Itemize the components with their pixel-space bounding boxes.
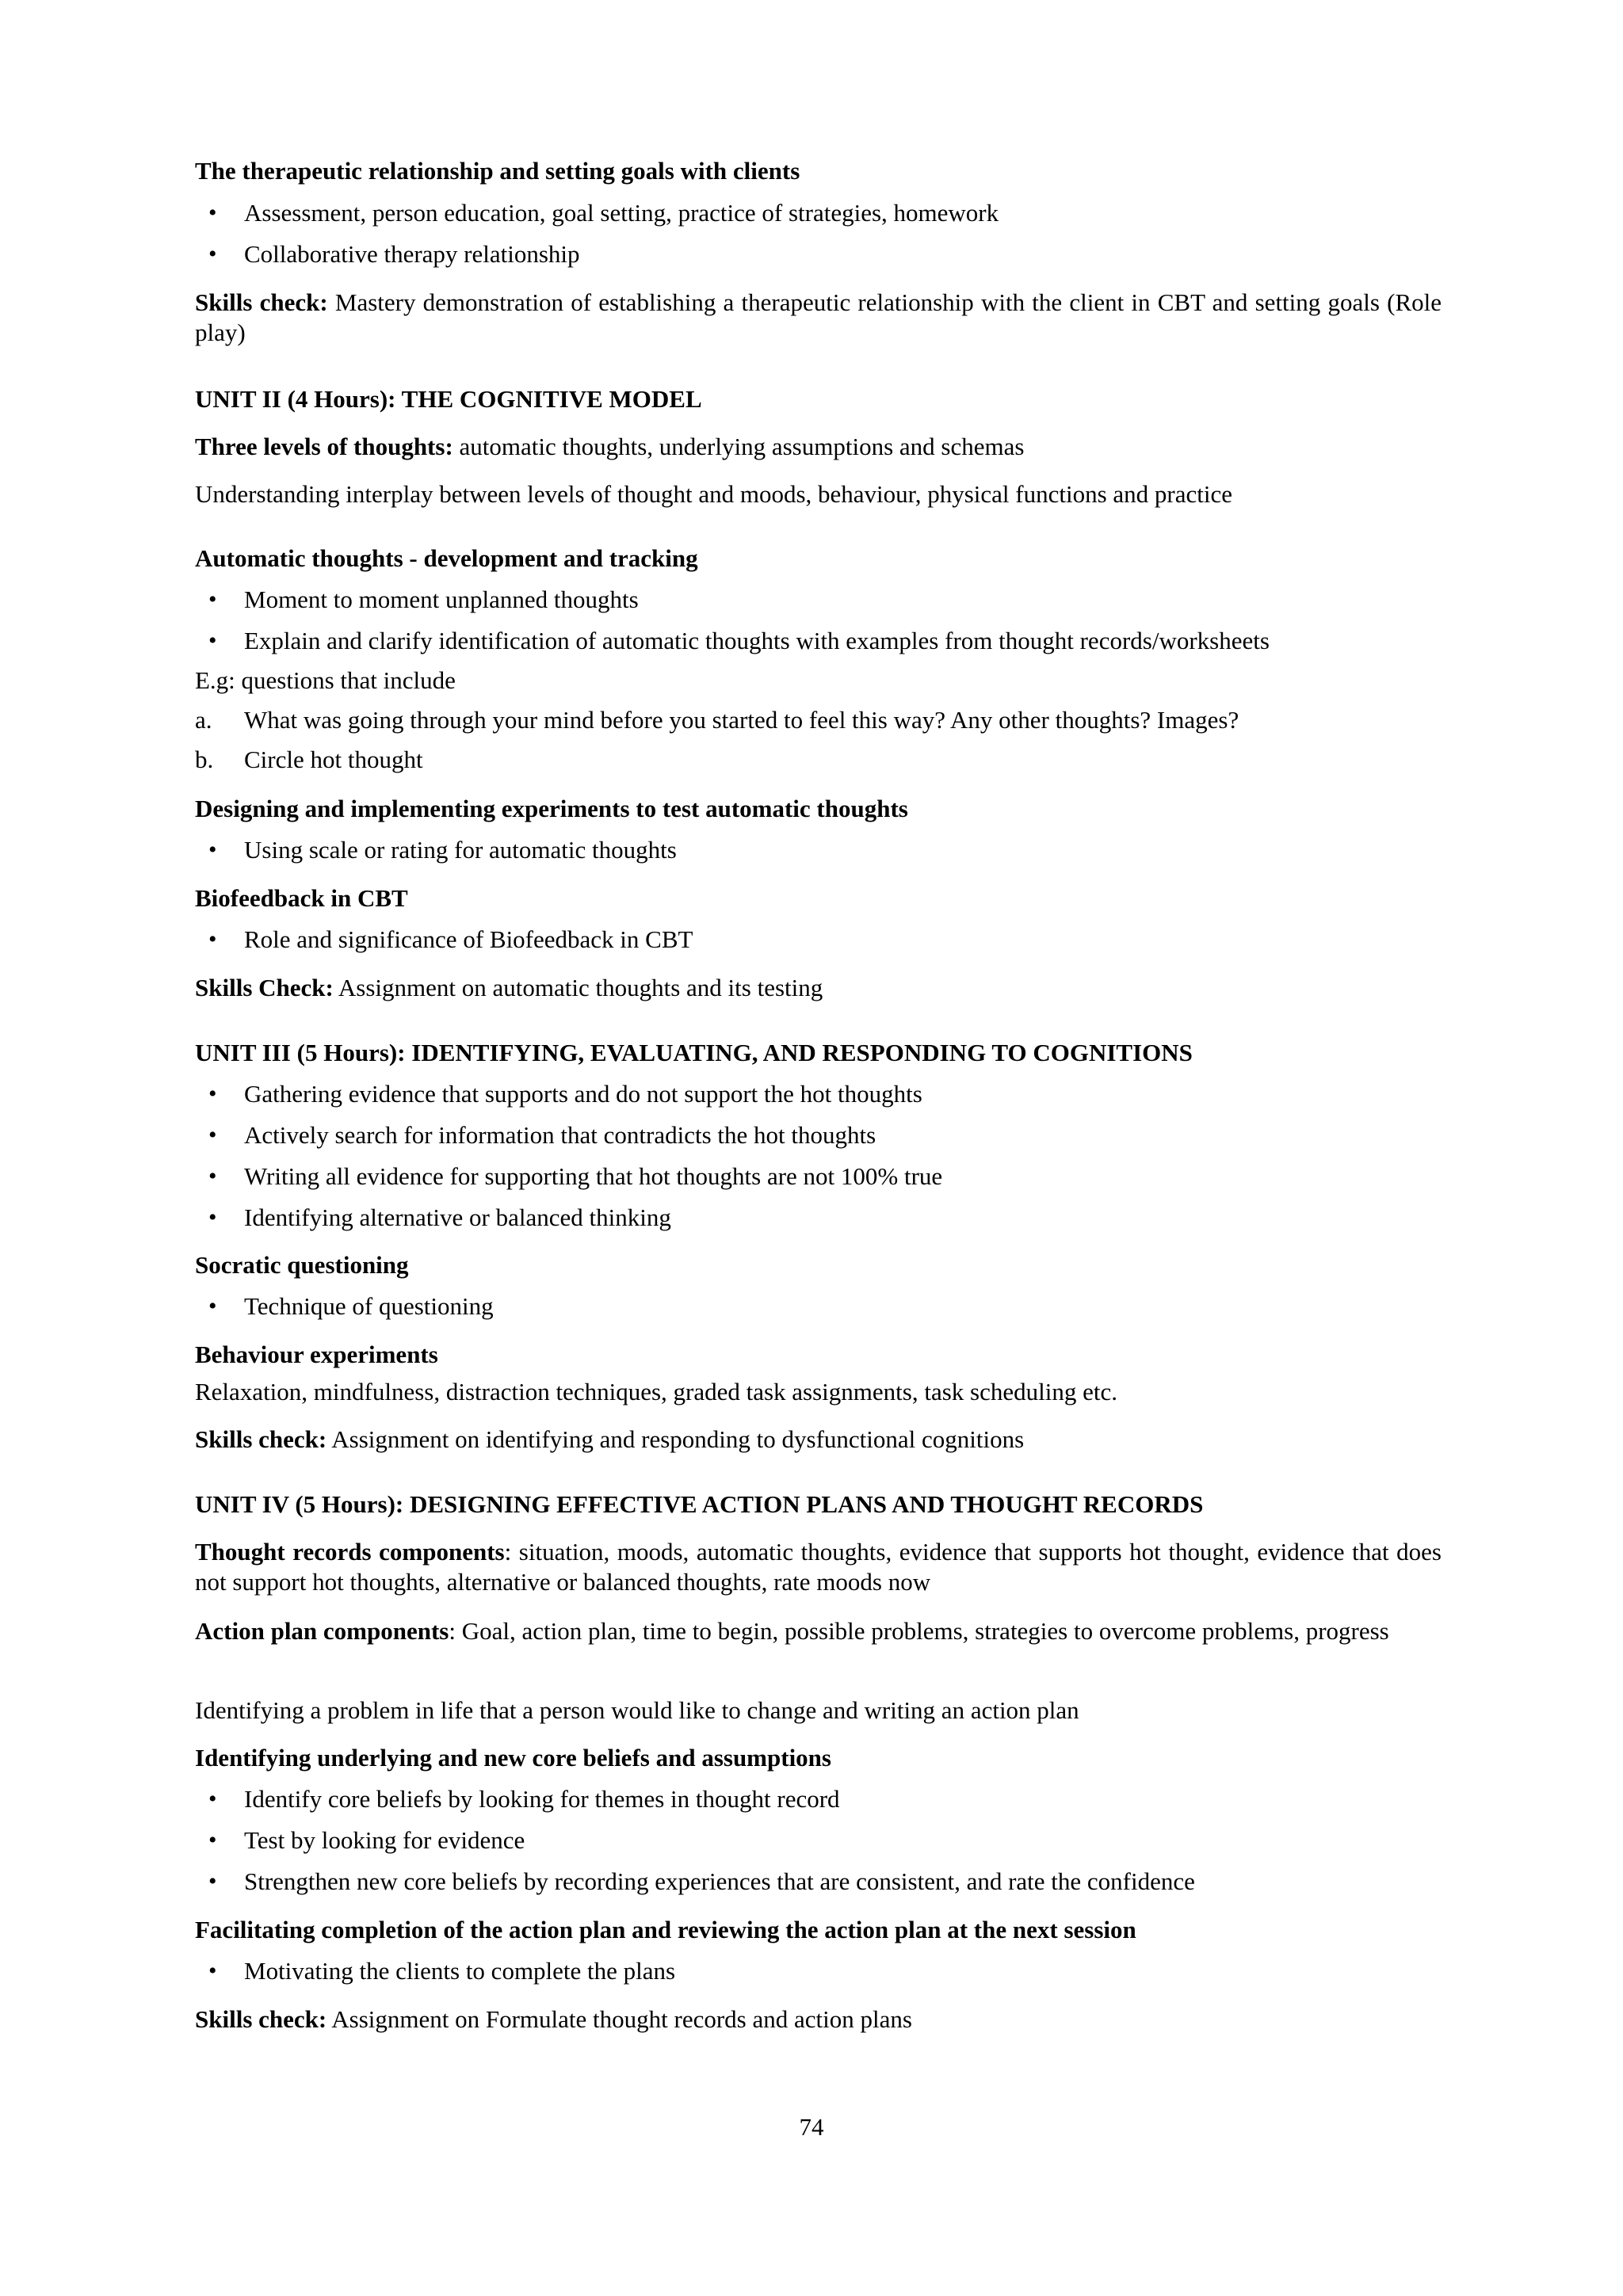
paragraph: Understanding interplay between levels of thought and moods, behaviour, physical functions and practice (195, 480, 1233, 508)
paragraph: E.g: questions that include (195, 666, 456, 694)
bullet-icon: • (208, 837, 217, 863)
list-item: Identifying alternative or balanced thinking (244, 1203, 671, 1231)
list-item: Assessment, person education, goal setting, practice of strategies, homework (244, 199, 999, 227)
bullet-icon: • (208, 200, 217, 226)
unit-title: UNIT III (5 Hours): IDENTIFYING, EVALUATING, AND RESPONDING TO COGNITIONS (195, 1039, 1193, 1066)
list-marker: a. (195, 706, 212, 734)
bullet-icon: • (208, 926, 217, 952)
bullet-icon: • (208, 1081, 217, 1107)
skills-check-text: Assignment on identifying and responding to dysfunctional cognitions (327, 1425, 1025, 1453)
paragraph: Relaxation, mindfulness, distraction techniques, graded task assignments, task scheduling etc. (195, 1378, 1117, 1405)
skills-check-label: Skills check: (195, 2005, 327, 2033)
paragraph (195, 1616, 1442, 1646)
bullet-icon: • (208, 1958, 217, 1984)
list-item: Motivating the clients to complete the plans (244, 1957, 676, 1985)
skills-check-paragraph (195, 973, 823, 1003)
list-item: Actively search for information that contradicts the hot thoughts (244, 1121, 876, 1149)
list-item: Moment to moment unplanned thoughts (244, 585, 639, 613)
list-item: Role and significance of Biofeedback in CBT (244, 925, 693, 953)
list-item: Test by looking for evidence (244, 1826, 525, 1854)
skills-check-text: Mastery demonstration of establishing a therapeutic relationship with the client in CBT and setting goals (Role play) (195, 288, 1442, 346)
bullet-icon: • (208, 1293, 217, 1319)
bullet-icon: • (208, 1204, 217, 1230)
list-item: Technique of questioning (244, 1292, 494, 1320)
inline-text: : situation, moods, automatic thoughts, evidence that supports hot thought, evidence that does not support hot thoughts, alternative or balanced thoughts, rate moods now (195, 1538, 1442, 1596)
bullet-icon: • (208, 1163, 217, 1189)
skills-check-label: Skills check: (195, 288, 328, 316)
unit-title: UNIT II (4 Hours): THE COGNITIVE MODEL (195, 385, 702, 413)
list-item: What was going through your mind before you started to feel this way? Any other thoughts? Images? (244, 706, 1239, 734)
section-heading: Behaviour experiments (195, 1341, 438, 1368)
inline-label: Three levels of thoughts: (195, 433, 453, 460)
section-heading: Biofeedback in CBT (195, 884, 408, 912)
skills-check-text: Assignment on automatic thoughts and its testing (333, 974, 823, 1001)
list-item: Collaborative therapy relationship (244, 240, 580, 268)
skills-check-paragraph (195, 1425, 1024, 1455)
inline-text: automatic thoughts, underlying assumptions and schemas (453, 433, 1025, 460)
bullet-icon: • (208, 1827, 217, 1853)
list-item: Identify core beliefs by looking for themes in thought record (244, 1785, 840, 1813)
bullet-icon: • (208, 586, 217, 612)
paragraph (195, 432, 1024, 462)
section-heading: Designing and implementing experiments to test automatic thoughts (195, 795, 908, 822)
list-item: Gathering evidence that supports and do not support the hot thoughts (244, 1080, 922, 1108)
page-number: 74 (799, 2113, 824, 2141)
list-item: Explain and clarify identification of automatic thoughts with examples from thought records/worksheets (244, 627, 1270, 654)
skills-check-text: Assignment on Formulate thought records and action plans (327, 2005, 912, 2033)
skills-check-label: Skills check: (195, 1425, 327, 1453)
bullet-icon: • (208, 241, 217, 267)
paragraph (195, 1537, 1442, 1597)
section-heading: Socratic questioning (195, 1251, 409, 1279)
bullet-icon: • (208, 1786, 217, 1812)
bullet-icon: • (208, 627, 217, 654)
section-heading: Identifying underlying and new core beliefs and assumptions (195, 1744, 831, 1772)
inline-text: : Goal, action plan, time to begin, possible problems, strategies to overcome problems, progress (449, 1617, 1389, 1645)
section-heading: The therapeutic relationship and setting goals with clients (195, 157, 800, 185)
bullet-icon: • (208, 1122, 217, 1148)
bullet-icon: • (208, 1868, 217, 1894)
list-item: Writing all evidence for supporting that hot thoughts are not 100% true (244, 1162, 943, 1190)
list-item: Circle hot thought (244, 746, 423, 773)
section-heading: Facilitating completion of the action plan and reviewing the action plan at the next session (195, 1916, 1136, 1943)
skills-check-paragraph (195, 2004, 912, 2035)
list-marker: b. (195, 746, 214, 773)
unit-title: UNIT IV (5 Hours): DESIGNING EFFECTIVE ACTION PLANS AND THOUGHT RECORDS (195, 1490, 1204, 1518)
inline-label: Thought records components (195, 1538, 505, 1566)
skills-check-paragraph (195, 288, 1442, 348)
inline-label: Action plan components (195, 1617, 449, 1645)
skills-check-label: Skills Check: (195, 974, 334, 1001)
paragraph: Identifying a problem in life that a person would like to change and writing an action plan (195, 1696, 1079, 1724)
section-heading: Automatic thoughts - development and tracking (195, 544, 698, 572)
list-item: Strengthen new core beliefs by recording experiences that are consistent, and rate the confidence (244, 1867, 1195, 1895)
list-item: Using scale or rating for automatic thoughts (244, 836, 677, 864)
